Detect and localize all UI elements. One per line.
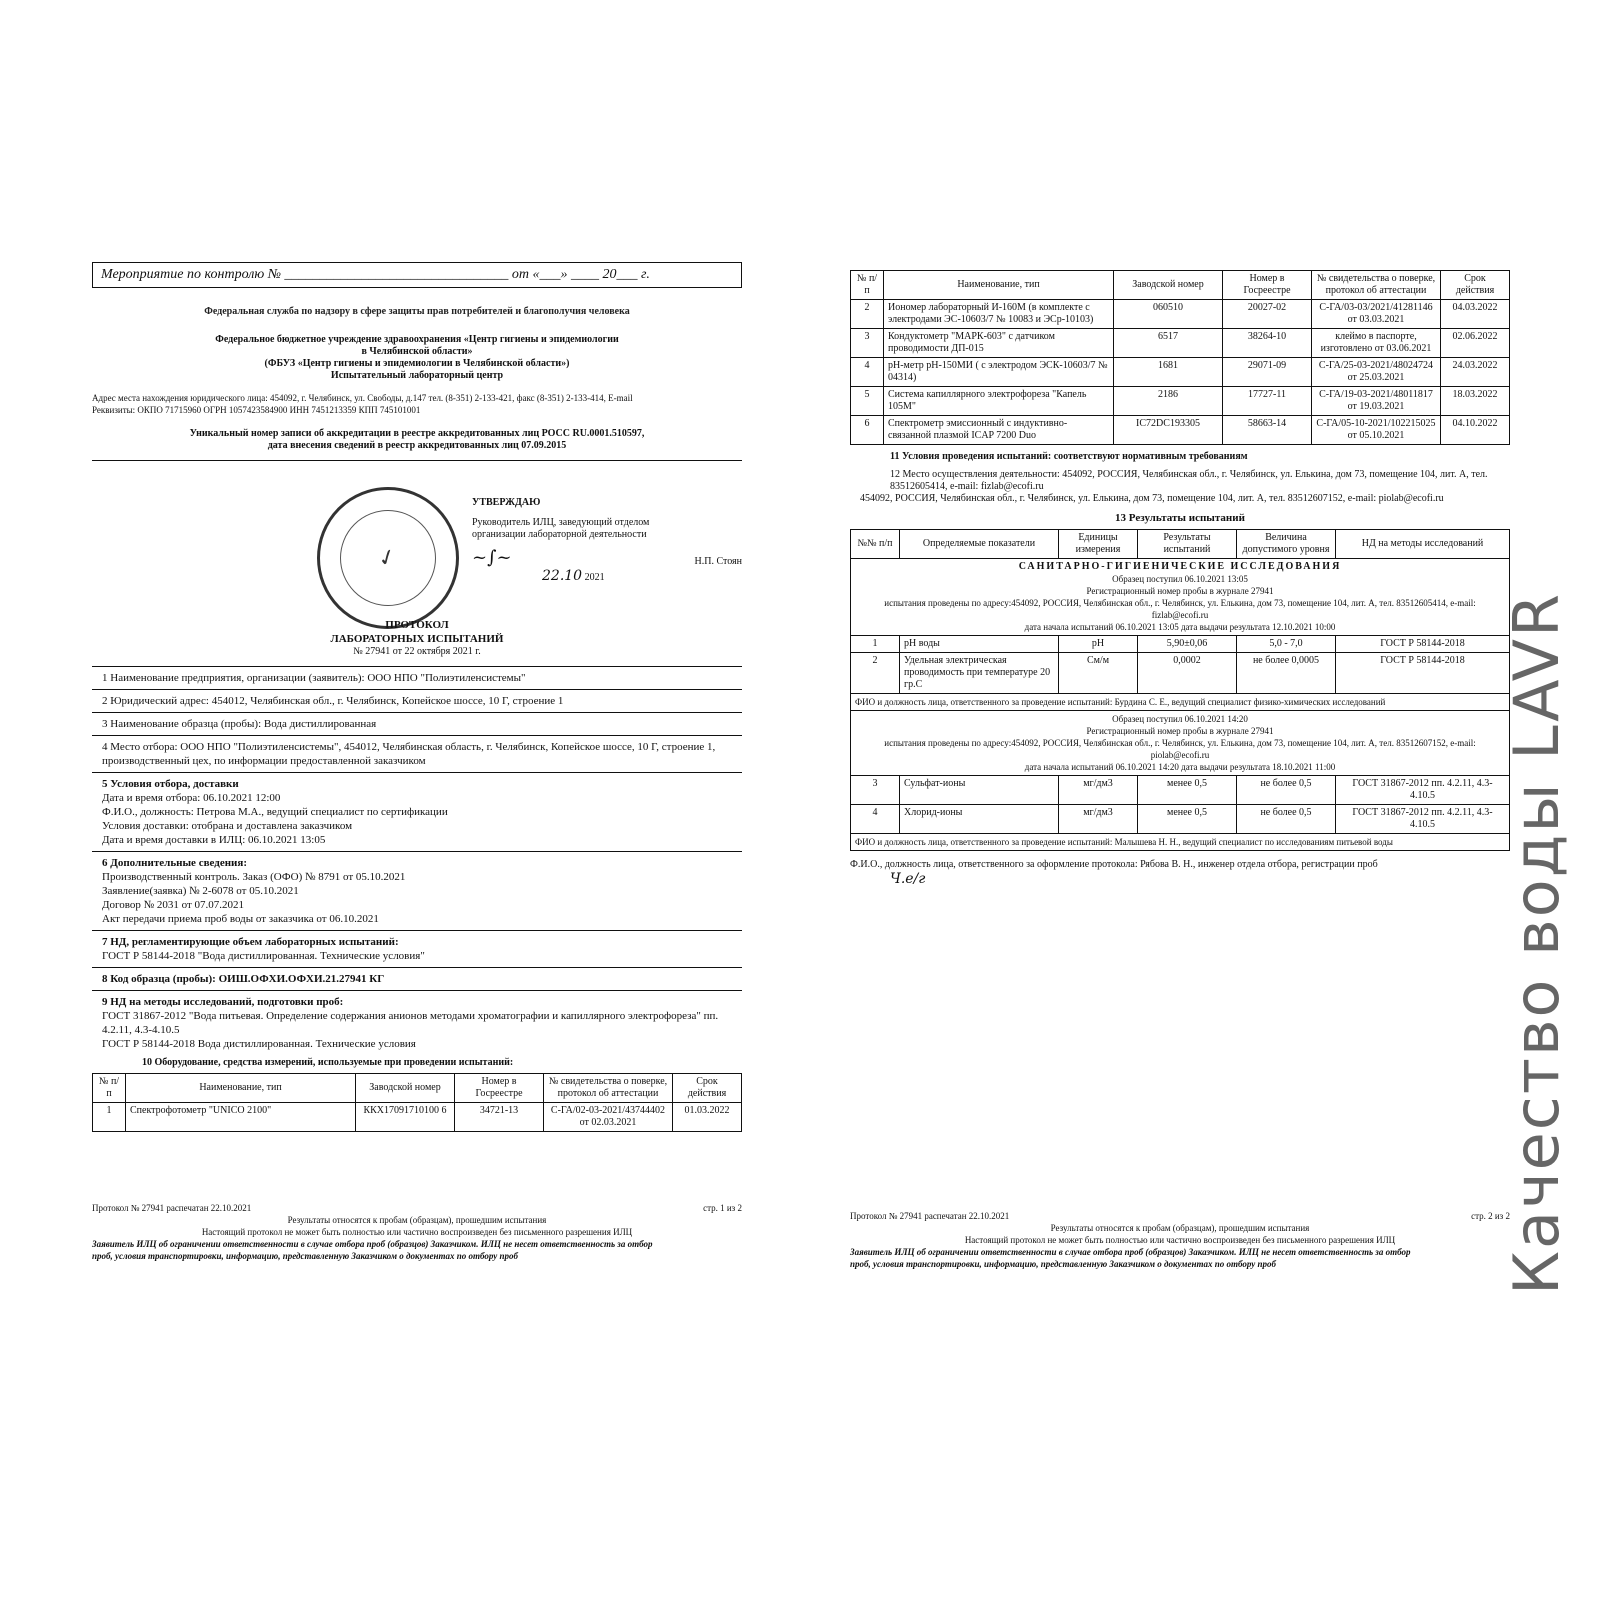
protocol-page-1 [92,262,742,1302]
table-cell: pH-метр pH-150МИ ( с электродом ЭСК-10603/7 № 04314) [884,358,1114,387]
responsible-row [851,694,1510,711]
table-row [93,1103,742,1132]
table-header-row [851,530,1510,559]
responsible-person: ФИО и должность лица, ответственного за проведение испытаний: Бурдина С. Е., ведущий специалист физико-химических исследований [851,694,1510,711]
accreditation-line2: дата внесения сведений в реестр аккредитованных лиц 07.09.2015 [267,440,567,451]
table-cell: С-ГА/19-03-2021/48011817 от 19.03.2021 [1312,387,1441,416]
table-cell: 04.10.2022 [1441,416,1510,445]
col-header: Единицы измерения [1059,530,1138,559]
table-cell: 18.03.2022 [1441,387,1510,416]
table-cell: С-ГА/03-03/2021/41281146 от 03.03.2021 [1312,300,1441,329]
table-cell: С-ГА/02-03-2021/43744402 от 02.03.2021 [544,1103,673,1132]
section-12: 12 Место осуществления деятельности: 454092, РОССИЯ, Челябинская обл., г. Челябинск, ул. Елькина, дом 73, помещение 104, лит. А, тел. 83512605414, e-mail: fizlab@ecofi.ru [890,469,1488,492]
footer-page: стр. 2 из 2 [1471,1211,1510,1221]
protocol-subtitle: ЛАБОРАТОРНЫХ ИСПЫТАНИЙ [330,633,504,645]
section-9-line: ГОСТ Р 58144-2018 Вода дистиллированная. Технические условия [102,1038,416,1050]
section-12-line2: 454092, РОССИЯ, Челябинская обл., г. Челябинск, ул. Елькина, дом 73, помещение 104, лит. А, тел. 83512607152, e-mail: piolab@ecofi.ru [860,493,1444,504]
lab-center: Испытательный лабораторный центр [330,370,504,381]
table-row [851,387,1510,416]
table-cell: ККХ17091710100 6 [356,1103,455,1132]
block-line: испытания проведены по адресу:454092, РОССИЯ, Челябинская обл., г. Челябинск, ул. Елькина, дом 73, помещение 104, лит. А, тел. 83512605414, e-mail: fizlab@ecofi.ru [884,598,1476,620]
table-cell: менее 0,5 [1138,805,1237,834]
table-cell: 4 [851,805,900,834]
equipment-table-1 [92,1073,742,1132]
protocol-page-2 [850,270,1510,1310]
footer-line: Результаты относятся к пробам (образцам), прошедшим испытания [287,1215,547,1225]
footer-line: Настоящий протокол не может быть полностью или частично воспроизведен без письменного разрешения ИЛЦ [964,1235,1396,1245]
col-header: № свидетельства о поверке, протокол об аттестации [544,1074,673,1103]
equipment-table-2 [850,270,1510,445]
table-cell: 02.06.2022 [1441,329,1510,358]
col-header: Срок действия [673,1074,742,1103]
table-cell: 1 [93,1103,126,1132]
col-header: Номер в Госреестре [455,1074,544,1103]
block-header-row [851,559,1510,636]
section-11: 11 Условия проведения испытаний: соответствуют нормативным требованиям [890,451,1248,462]
table-cell: мг/дм3 [1059,805,1138,834]
table-cell: pH [1059,636,1138,653]
table-cell: Иономер лабораторный И-160М (в комплекте с электродами ЭС-10603/7 № 10083 и ЭСр-10103) [884,300,1114,329]
footer-protocol: Протокол № 27941 распечатан 22.10.2021 [92,1203,252,1213]
table-cell: 2 [851,653,900,694]
table-cell: 29071-09 [1223,358,1312,387]
table-cell: Кондуктометр "МАРК-603" с датчиком проводимости ДП-015 [884,329,1114,358]
table-cell: 04.03.2022 [1441,300,1510,329]
table-cell: не более 0,0005 [1237,653,1336,694]
table-cell: 34721-13 [455,1103,544,1132]
section-6-title: 6 Дополнительные сведения: [102,857,247,869]
footer-line: Настоящий протокол не может быть полностью или частично воспроизведен без письменного разрешения ИЛЦ [201,1227,633,1237]
section-4: 4 Место отбора: ООО НПО "Полиэтиленсистемы", 454012, Челябинская область, г. Челябинск, Копейское шоссе, 10 Г, строение 1, производственный цех, по информации предоставленной заказчиком [92,736,742,773]
control-g: г. [641,267,650,282]
table-cell: Хлорид-ионы [900,805,1059,834]
section-7-line: ГОСТ Р 58144-2018 "Вода дистиллированная. Технические условия" [102,950,425,962]
section-6-line: Договор № 2031 от 07.07.2021 [102,899,245,911]
accreditation-line1: Уникальный номер записи об аккредитации в реестре аккредитованных лиц РОСС RU.0001.510597, [189,428,645,439]
table-cell: Спектрофотометр "UNICO 2100" [126,1103,356,1132]
page-footer [850,1210,1510,1270]
footer-line: Заявитель ИЛЦ об ограничении ответственности в случае отбора проб (образцов) Заказчиком. ИЛЦ не несет ответственность за отбор [92,1239,653,1249]
block-line: Регистрационный номер пробы в журнале 27941 [1086,586,1274,596]
approve-year: 2021 [584,572,605,583]
institution-short: (ФБУЗ «Центр гигиены и эпидемиологии в Челябинской области») [264,358,570,369]
approve-date: 22.10 [542,568,583,584]
block-line: дата начала испытаний 06.10.2021 14:20 дата выдачи результата 18.10.2021 11:00 [1024,762,1336,772]
approval-block [472,497,742,584]
table-cell: не более 0,5 [1237,805,1336,834]
col-header: Заводской номер [356,1074,455,1103]
table-cell: 4 [851,358,884,387]
col-header: Результаты испытаний [1138,530,1237,559]
table-cell: ГОСТ 31867-2012 пп. 4.2.11, 4.3-4.10.5 [1336,805,1510,834]
table-cell: pH воды [900,636,1059,653]
block-line: Образец поступил 06.10.2021 13:05 [1112,574,1248,584]
table-cell: 060510 [1114,300,1223,329]
watermark: Качество воды LAVR [1500,591,1573,1295]
table-row [851,805,1510,834]
table-cell: 01.03.2022 [673,1103,742,1132]
table-cell: Спектрометр эмиссионный с индуктивно-связанной плазмой ICAP 7200 Duo [884,416,1114,445]
col-header: Заводской номер [1114,271,1223,300]
agency-name: Федеральная служба по надзору в сфере защиты прав потребителей и благополучия человека [204,306,630,317]
table-cell: С-ГА/25-03-2021/48024724 от 25.03.2021 [1312,358,1441,387]
control-prefix: Мероприятие по контролю № [101,267,281,282]
control-event-line: Мероприятие по контролю № ________________________________ от «___» ____ 20___ г. [92,262,742,288]
table-cell: 24.03.2022 [1441,358,1510,387]
address: Адрес места нахождения юридического лица: 454092, г. Челябинск, ул. Свободы, д.147 тел. (8-351) 2-133-421, факс (8-351) 2-133-414, E-mail [92,393,633,403]
page-footer [92,1202,742,1262]
block-line: испытания проведены по адресу:454092, РОССИЯ, Челябинская обл., г. Челябинск, ул. Елькина, дом 73, помещение 104, лит. А, тел. 83512607152, e-mail: piolab@ecofi.ru [884,738,1476,760]
col-header: №№ п/п [851,530,900,559]
table-row [851,776,1510,805]
col-header: Срок действия [1441,271,1510,300]
footer-protocol: Протокол № 27941 распечатан 22.10.2021 [850,1211,1010,1221]
table-cell: Система капиллярного электрофореза "Капель 105М" [884,387,1114,416]
section-6-line: Заявление(заявка) № 2-6078 от 05.10.2021 [102,885,299,897]
control-of: от [511,267,530,282]
table-header-row [851,271,1510,300]
table-cell: С-ГА/05-10-2021/102215025 от 05.10.2021 [1312,416,1441,445]
signature: ~∫~ [472,547,512,568]
section-9-title: 9 НД на методы исследований, подготовки проб: [102,996,344,1008]
table-cell: 17727-11 [1223,387,1312,416]
table-cell: См/м [1059,653,1138,694]
footer-line: проб, условия транспортировки, информацию, представленную Заказчиком о документах по отбору проб [850,1259,1276,1269]
approve-title: УТВЕРЖДАЮ [472,497,541,508]
section-6 [92,852,742,931]
institution-line2: в Челябинской области» [361,346,473,357]
section-5 [92,773,742,852]
requisites: Реквизиты: ОКПО 71715960 ОГРН 1057423584900 ИНН 7451213359 КПП 745101001 [92,405,421,415]
table-cell: Сульфат-ионы [900,776,1059,805]
table-cell: мг/дм3 [1059,776,1138,805]
table-cell: клеймо в паспорте, изготовлено от 03.06.2021 [1312,329,1441,358]
section-10-title: 10 Оборудование, средства измерений, используемые при проведении испытаний: [142,1057,514,1068]
block-line: Образец поступил 06.10.2021 14:20 [1112,714,1248,724]
section-5-line: Дата и время отбора: 06.10.2021 12:00 [102,792,281,804]
control-year: 20 [602,267,617,282]
table-cell: 6 [851,416,884,445]
table-cell: 3 [851,329,884,358]
table-row [851,300,1510,329]
protocol-title: ПРОТОКОЛ [385,619,449,631]
table-cell: 38264-10 [1223,329,1312,358]
table-cell: не более 0,5 [1237,776,1336,805]
section-13-title: 13 Результаты испытаний [1115,512,1245,524]
col-header: № свидетельства о поверке, протокол об аттестации [1312,271,1441,300]
final-signature: Ч.е/г [890,871,926,887]
table-cell: ГОСТ Р 58144-2018 [1336,653,1510,694]
section-7-title: 7 НД, регламентирующие объем лабораторных испытаний: [102,936,399,948]
block-line: Регистрационный номер пробы в журнале 27941 [1086,726,1274,736]
section-3: 3 Наименование образца (пробы): Вода дистиллированная [92,713,742,736]
section-9-line: ГОСТ 31867-2012 "Вода питьевая. Определение содержания анионов методами хроматографии и капиллярного электрофореза" пп. 4.2.11, 4.3-4.10.5 [102,1010,719,1036]
table-cell: 20027-02 [1223,300,1312,329]
table-cell: 1 [851,636,900,653]
institution-line1: Федеральное бюджетное учреждение здравоохранения «Центр гигиены и эпидемиологии [215,334,619,345]
responsible-person: ФИО и должность лица, ответственного за проведение испытаний: Малышева Н. Н., ведущий специалист по исследованиям питьевой воды [851,834,1510,851]
table-cell: 5,90±0,06 [1138,636,1237,653]
section-5-line: Условия доставки: отобрана и доставлена заказчиком [102,820,353,832]
table-row [851,416,1510,445]
protocol-number: № 27941 от 22 октября 2021 г. [353,646,481,657]
final-responsible: Ф.И.О., должность лица, ответственного за оформление протокола: Рябова В. Н., инженер отдела отбора, регистрации проб [850,859,1378,870]
table-cell: 1681 [1114,358,1223,387]
section-8: 8 Код образца (пробы): ОИШ.ОФХИ.ОФХИ.21.27941 КГ [92,968,742,991]
table-cell: ГОСТ Р 58144-2018 [1336,636,1510,653]
table-cell: 58663-14 [1223,416,1312,445]
responsible-row [851,834,1510,851]
table-cell: 2186 [1114,387,1223,416]
table-cell: Удельная электрическая проводимость при температуре 20 гр.С [900,653,1059,694]
table-header-row [93,1074,742,1103]
table-cell: 2 [851,300,884,329]
block-line: дата начала испытаний 06.10.2021 13:05 дата выдачи результата 12.10.2021 10:00 [1024,622,1336,632]
table-cell: 6517 [1114,329,1223,358]
col-header: НД на методы исследований [1336,530,1510,559]
block-header-row [851,711,1510,776]
section-5-line: Дата и время доставки в ИЛЦ: 06.10.2021 13:05 [102,834,326,846]
block-title: САНИТАРНО-ГИГИЕНИЧЕСКИЕ ИССЛЕДОВАНИЯ [1018,561,1342,572]
results-table [850,529,1510,851]
col-header: Определяемые показатели [900,530,1059,559]
section-6-line: Акт передачи приема проб воды от заказчика от 06.10.2021 [102,913,379,925]
table-cell: менее 0,5 [1138,776,1237,805]
approve-name: Н.П. Стоян [694,556,742,567]
section-7 [92,931,742,968]
col-header: Наименование, тип [884,271,1114,300]
col-header: Величина допустимого уровня [1237,530,1336,559]
table-cell: 3 [851,776,900,805]
table-cell: 0,0002 [1138,653,1237,694]
section-2: 2 Юридический адрес: 454012, Челябинская обл., г. Челябинск, Копейское шоссе, 10 Г, строение 1 [92,690,742,713]
col-header: № п/п [851,271,884,300]
section-5-line: Ф.И.О., должность: Петрова М.А., ведущий специалист по сертификации [102,806,448,818]
table-row [851,329,1510,358]
section-9 [92,991,742,1055]
footer-line: проб, условия транспортировки, информацию, представленную Заказчиком о документах по отбору проб [92,1251,518,1261]
table-cell: 5,0 - 7,0 [1237,636,1336,653]
section-6-line: Производственный контроль. Заказ (ОФО) № 8791 от 05.10.2021 [102,871,406,883]
col-header: Наименование, тип [126,1074,356,1103]
col-header: Номер в Госреестре [1223,271,1312,300]
col-header: № п/п [93,1074,126,1103]
footer-line: Результаты относятся к пробам (образцам), прошедшим испытания [1050,1223,1310,1233]
table-cell: ГОСТ 31867-2012 пп. 4.2.11, 4.3-4.10.5 [1336,776,1510,805]
footer-page: стр. 1 из 2 [703,1203,742,1213]
table-cell: IC72DC193305 [1114,416,1223,445]
table-row [851,636,1510,653]
table-row [851,358,1510,387]
approve-position-1: Руководитель ИЛЦ, заведующий отделом [472,517,650,528]
section-1: 1 Наименование предприятия, организации (заявитель): ООО НПО "Полиэтиленсистемы" [92,667,742,690]
approve-position-2: организации лабораторной деятельности [472,529,647,540]
round-stamp: ✓ [317,487,459,629]
footer-line: Заявитель ИЛЦ об ограничении ответственности в случае отбора проб (образцов) Заказчиком. ИЛЦ не несет ответственность за отбор [850,1247,1411,1257]
table-row [851,653,1510,694]
table-cell: 5 [851,387,884,416]
section-5-title: 5 Условия отбора, доставки [102,778,239,790]
